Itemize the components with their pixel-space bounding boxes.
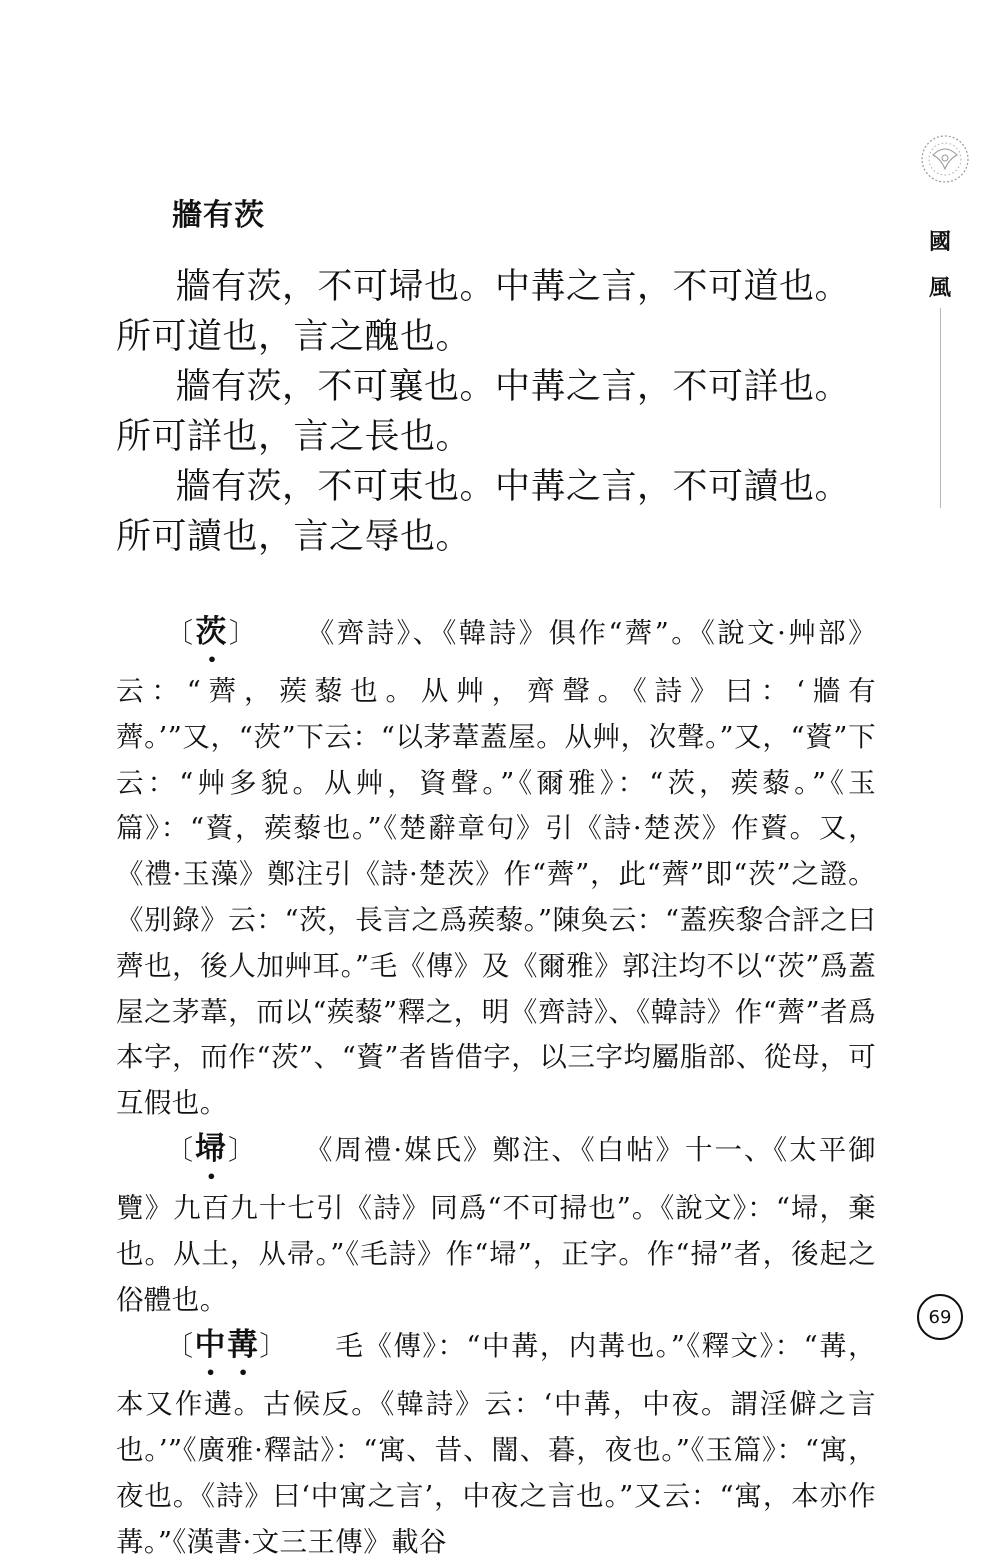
poem-body: [116, 262, 876, 562]
note-bracket-open: 〔: [165, 1133, 195, 1166]
note-bracket-close: 〕: [259, 1330, 289, 1363]
note-paragraph: [116, 610, 876, 1127]
note-text: 毛《傳》：“中冓，内冓也。”《釋文》：“冓，本又作遘。古候反。《韓詩》云：‘中冓，中夜。謂淫僻之言也。’”《廣雅·釋詁》：“寓、昔、闇、暮，夜也。”《玉篇》：“寓，夜也。《詩》曰‘中寓之言’，中夜之言也。”又云：“寓，本亦作冓。”《漢書·文三王傳》載谷: [116, 1330, 877, 1558]
note-text: 《齊詩》、《韓詩》俱作“薺”。《說文·艸部》云：“薺，蒺藜也。从艸，齊聲。《詩》曰：‘牆有薺。’”又，“茨”下云：“以茅葦蓋屋。从艸，次聲。”又，“薋”下云：“艸多貌。从艸，資聲。”《爾雅》：“茨，蒺藜。”《玉篇》：“薋，蒺藜也。”《楚辭章句》引《詩·楚茨》作薋。又，《禮·玉藻》鄭注引《詩·楚茨》作“薺”，此“薺”即“茨”之證。《别錄》云：“茨，長言之爲蒺藜。”陳奐云：“蓋疾黎合評之曰薺也，後人加艸耳。”毛《傳》及《爾雅》郭注均不以“茨”爲蓋屋之茅葦，而以“蒺藜”釋之，明《齊詩》、《韓詩》作“薺”者爲本字，而作“茨”、“薋”者皆借字，以三字均屬脂部、從母，可互假也。: [116, 617, 876, 1120]
note-bracket-open: 〔: [165, 1330, 195, 1363]
note-bracket-close: 〕: [228, 617, 259, 649]
page-number: 69: [917, 1294, 963, 1340]
poem-stanza: 牆有茨，不可埽也。中冓之言，不可道也。所可道也，言之醜也。: [116, 267, 851, 357]
note-term: 茨: [195, 614, 229, 650]
poem-stanza: 牆有茨，不可束也。中冓之言，不可讀也。所可讀也，言之辱也。: [116, 467, 851, 557]
note-paragraph: [116, 1323, 876, 1565]
note-text: 《周禮·媒氏》鄭注、《白帖》十一、《太平御覽》九百九十七引《詩》同爲“不可掃也”。《說文》：“埽，棄也。从土，从帚。”《毛詩》作“埽”，正字。作“掃”者，後起之俗體也。: [116, 1133, 876, 1316]
note-bracket-close: 〕: [227, 1133, 258, 1166]
note-bracket-open: 〔: [165, 617, 196, 649]
poem-stanza: 牆有茨，不可襄也。中冓之言，不可詳也。所可詳也，言之長也。: [116, 367, 851, 457]
note-paragraph: [116, 1127, 876, 1323]
poem-title: 牆有茨: [172, 198, 265, 233]
commentary: [116, 610, 876, 1566]
note-term: 中冓: [194, 1327, 260, 1364]
side-divider: [940, 308, 941, 508]
decorative-seal-icon: [919, 133, 971, 185]
section-char-feng: 風: [928, 276, 951, 301]
note-term: 埽: [194, 1130, 228, 1167]
section-char-guo: 國: [928, 230, 951, 255]
